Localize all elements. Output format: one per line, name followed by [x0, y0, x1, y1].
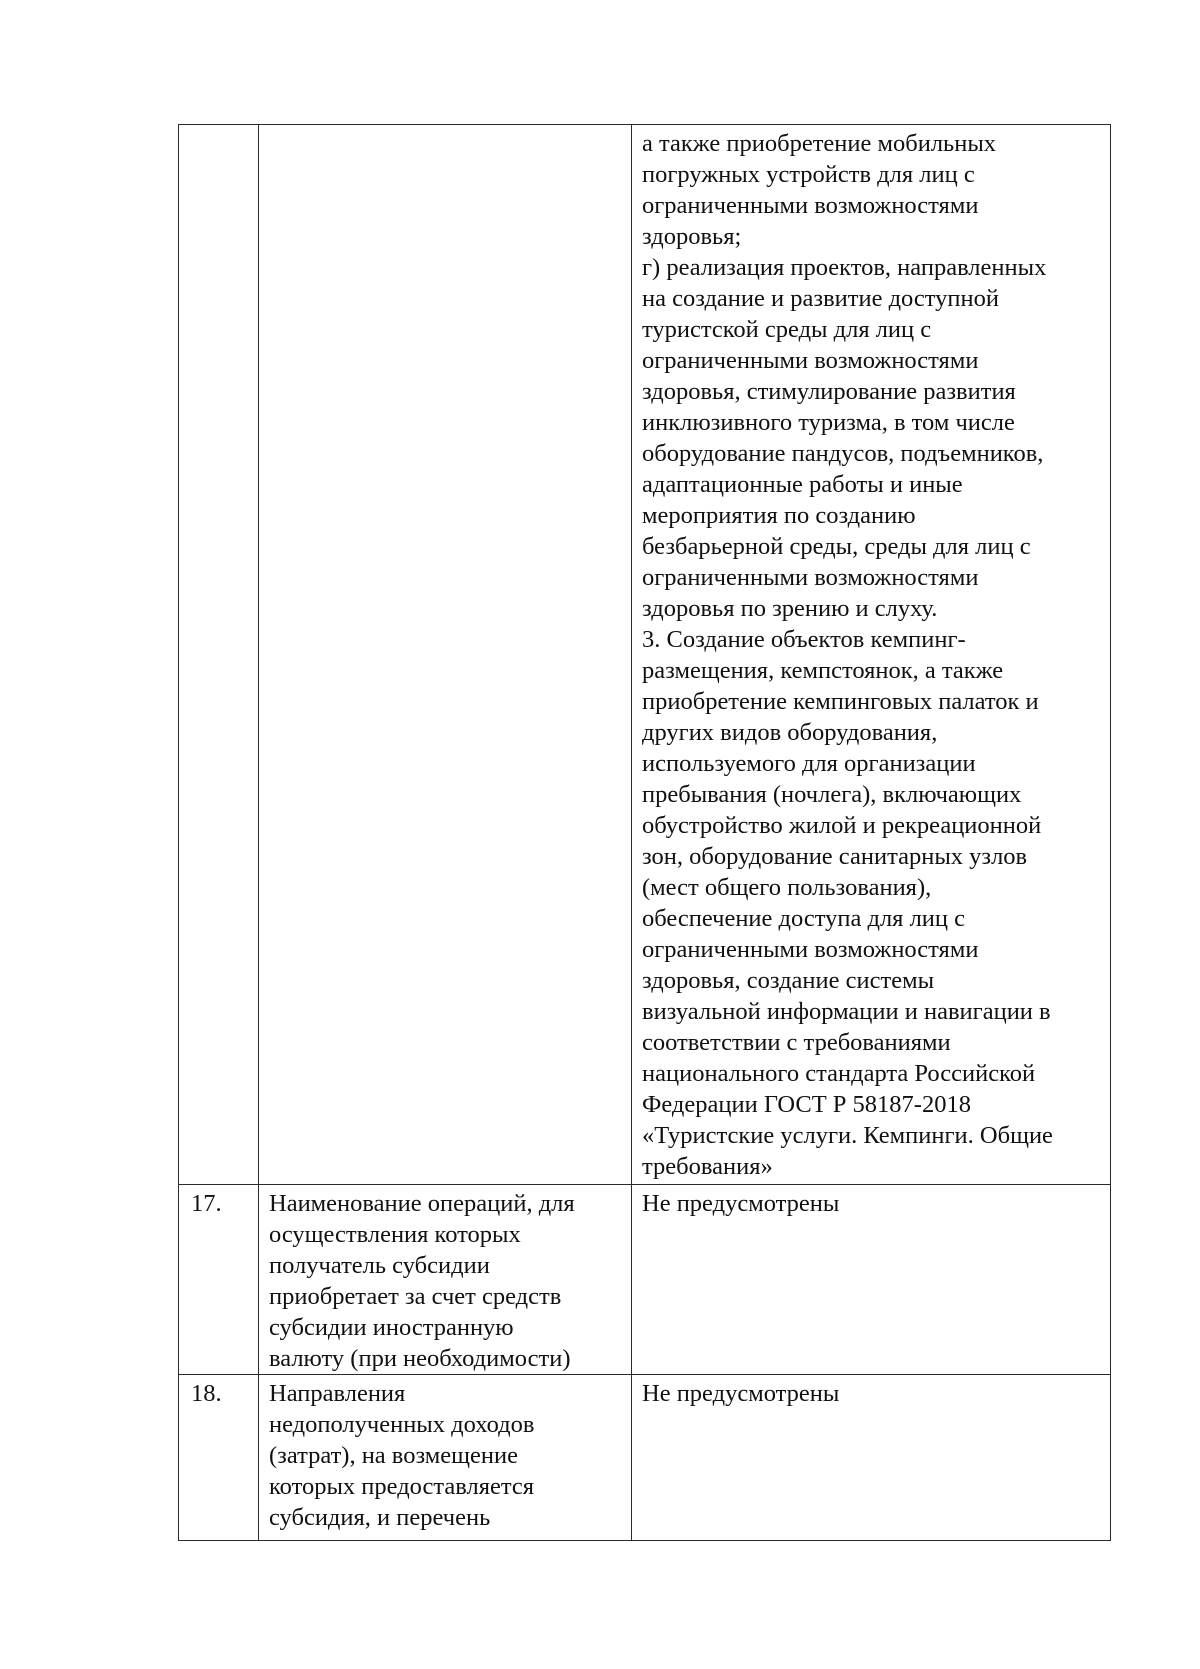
row-number-cell: 17. [179, 1185, 259, 1375]
row-value-cell: Не предусмотрены [632, 1375, 1111, 1541]
row-name-cell: Направления недополученных доходов (затрат), на возмещение которых предоставляется субсидия, и перечень [259, 1375, 632, 1541]
table-row [179, 125, 1111, 1185]
row-number-cell: 18. [179, 1375, 259, 1541]
row-value-cell: а также приобретение мобильных погружных устройств для лиц с ограниченными возможностями здоровья; г) реализация проектов, направленных на создание и развитие доступной туристской среды для лиц с ограниченными возможностями здоровья, стимулирование развития инклюзивного туризма, в том числе оборудование пандусов, подъемников, адаптационные работы и иные мероприятия по созданию безбарьерной среды, среды для лиц с ограниченными возможностями здоровья по зрению и слуху. 3. Создание объектов кемпинг- размещения, кемпстоянок, а также приобретение кемпинговых палаток и других видов оборудования, используемого для организации пребывания (ночлега), включающих обустройство жилой и рекреационной зон, оборудование санитарных узлов (мест общего пользования), обеспечение доступа для лиц с ограниченными возможностями здоровья, создание системы визуальной информации и навигации в соответствии с требованиями национального стандарта Российской Федерации ГОСТ Р 58187-2018 «Туристские услуги. Кемпинги. Общие требования» [632, 125, 1111, 1185]
row-number-cell [179, 125, 259, 1185]
row-name-cell: Наименование операций, для осуществления которых получатель субсидии приобретает за счет средств субсидии иностранную валюту (при необходимости) [259, 1185, 632, 1375]
table-row [179, 1185, 1111, 1375]
table-row [179, 1375, 1111, 1541]
subsidy-conditions-table [178, 124, 1111, 1541]
row-value-cell: Не предусмотрены [632, 1185, 1111, 1375]
row-name-cell [259, 125, 632, 1185]
